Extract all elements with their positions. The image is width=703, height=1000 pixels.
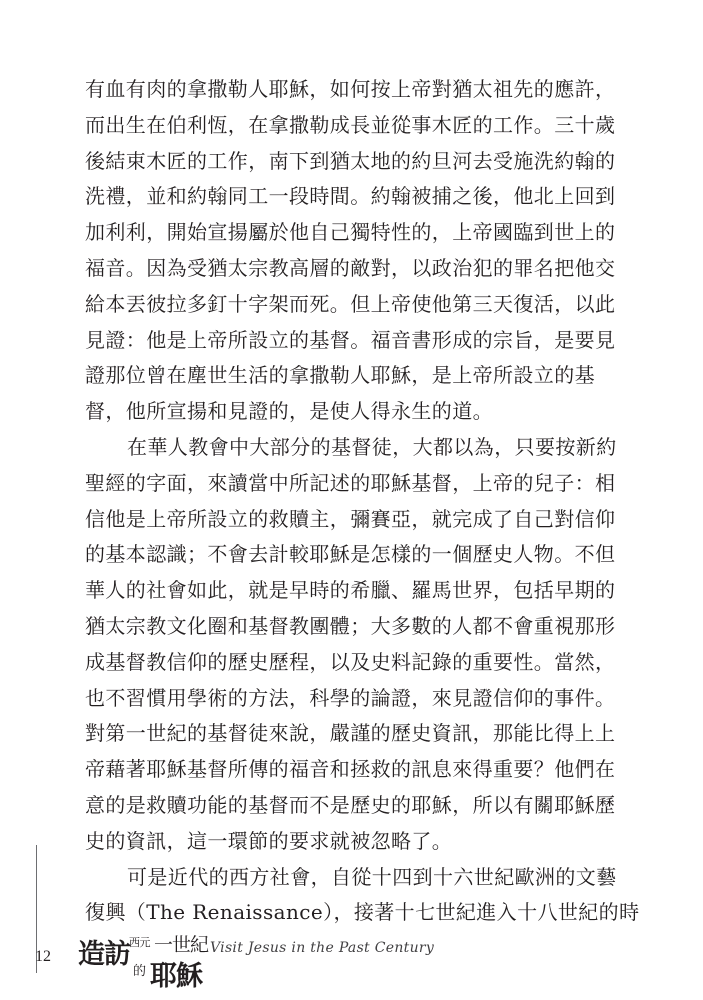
book-title-english: Visit Jesus in the Past Century bbox=[210, 940, 435, 956]
body-line: 見證：他是上帝所設立的基督。福音書形成的宗旨，是要見 bbox=[85, 327, 616, 352]
book-title-part: 造訪 bbox=[78, 939, 130, 970]
body-line: 給本丟彼拉多釘十字架而死。但上帝使他第三天復活，以此 bbox=[85, 291, 616, 316]
body-line: 證那位曾在塵世生活的拿撒勒人耶穌，是上帝所設立的基 bbox=[85, 363, 595, 388]
body-line: 可是近代的西方社會，自從十四到十六世紀歐洲的文藝 bbox=[127, 864, 617, 889]
body-line: 也不習慣用學術的方法，科學的論證，來見證信仰的事件。 bbox=[85, 685, 616, 710]
book-title-part: 西元 bbox=[129, 936, 150, 949]
book-title-part: 一世紀 bbox=[154, 934, 209, 956]
body-line: 成基督教信仰的歷史歷程，以及史料記錄的重要性。當然， bbox=[85, 649, 616, 674]
body-line: 而出生在伯利恆，在拿撒勒成長並從事木匠的工作。三十歲 bbox=[85, 112, 616, 137]
body-line: 信他是上帝所設立的救贖主，彌賽亞，就完成了自己對信仰 bbox=[85, 506, 616, 531]
book-title-logo bbox=[78, 930, 435, 992]
body-line: 史的資訊，這一環節的要求就被忽略了。 bbox=[85, 828, 453, 853]
body-line: 帝藉著耶穌基督所傳的福音和拯救的訊息來得重要？他們在 bbox=[85, 757, 616, 782]
body-line: 復興（The Renaissance），接著十七世紀進入十八世紀的時 bbox=[85, 900, 640, 925]
body-line: 督，他所宣揚和見證的，是使人得永生的道。 bbox=[85, 399, 493, 424]
body-line: 對第一世紀的基督徒來說，嚴謹的歷史資訊，那能比得上上 bbox=[85, 721, 616, 746]
book-title-part: 的 bbox=[133, 964, 147, 979]
body-line: 後結束木匠的工作，南下到猶太地的約旦河去受施洗約翰的 bbox=[85, 148, 616, 173]
body-line: 有血有肉的拿撒勒人耶穌，如何按上帝對猶太祖先的應許， bbox=[85, 77, 616, 101]
body-line: 聖經的字面，來讀當中所記述的耶穌基督，上帝的兒子：相 bbox=[85, 470, 616, 495]
body-line: 福音。因為受猶太宗教高層的敵對，以政治犯的罪名把他交 bbox=[85, 255, 616, 280]
body-line: 加利利，開始宣揚屬於他自己獨特性的，上帝國臨到世上的 bbox=[85, 220, 616, 245]
page-number: 12 bbox=[35, 948, 51, 965]
body-line: 意的是救贖功能的基督而不是歷史的耶穌，所以有關耶穌歷 bbox=[85, 792, 616, 817]
body-line: 的基本認識；不會去計較耶穌是怎樣的一個歷史人物。不但 bbox=[85, 542, 616, 567]
body-line: 洗禮，並和約翰同工一段時間。約翰被捕之後，他北上回到 bbox=[85, 184, 616, 209]
body-line: 在華人教會中大部分的基督徒，大都以為，只要按新約 bbox=[127, 434, 617, 459]
book-title-part: 耶穌 bbox=[150, 961, 202, 992]
body-line: 華人的社會如此，就是早時的希臘、羅馬世界，包括早期的 bbox=[85, 578, 616, 603]
page-body-text bbox=[85, 72, 640, 931]
body-line: 猶太宗教文化圈和基督教團體；大多數的人都不會重視那形 bbox=[85, 613, 616, 638]
